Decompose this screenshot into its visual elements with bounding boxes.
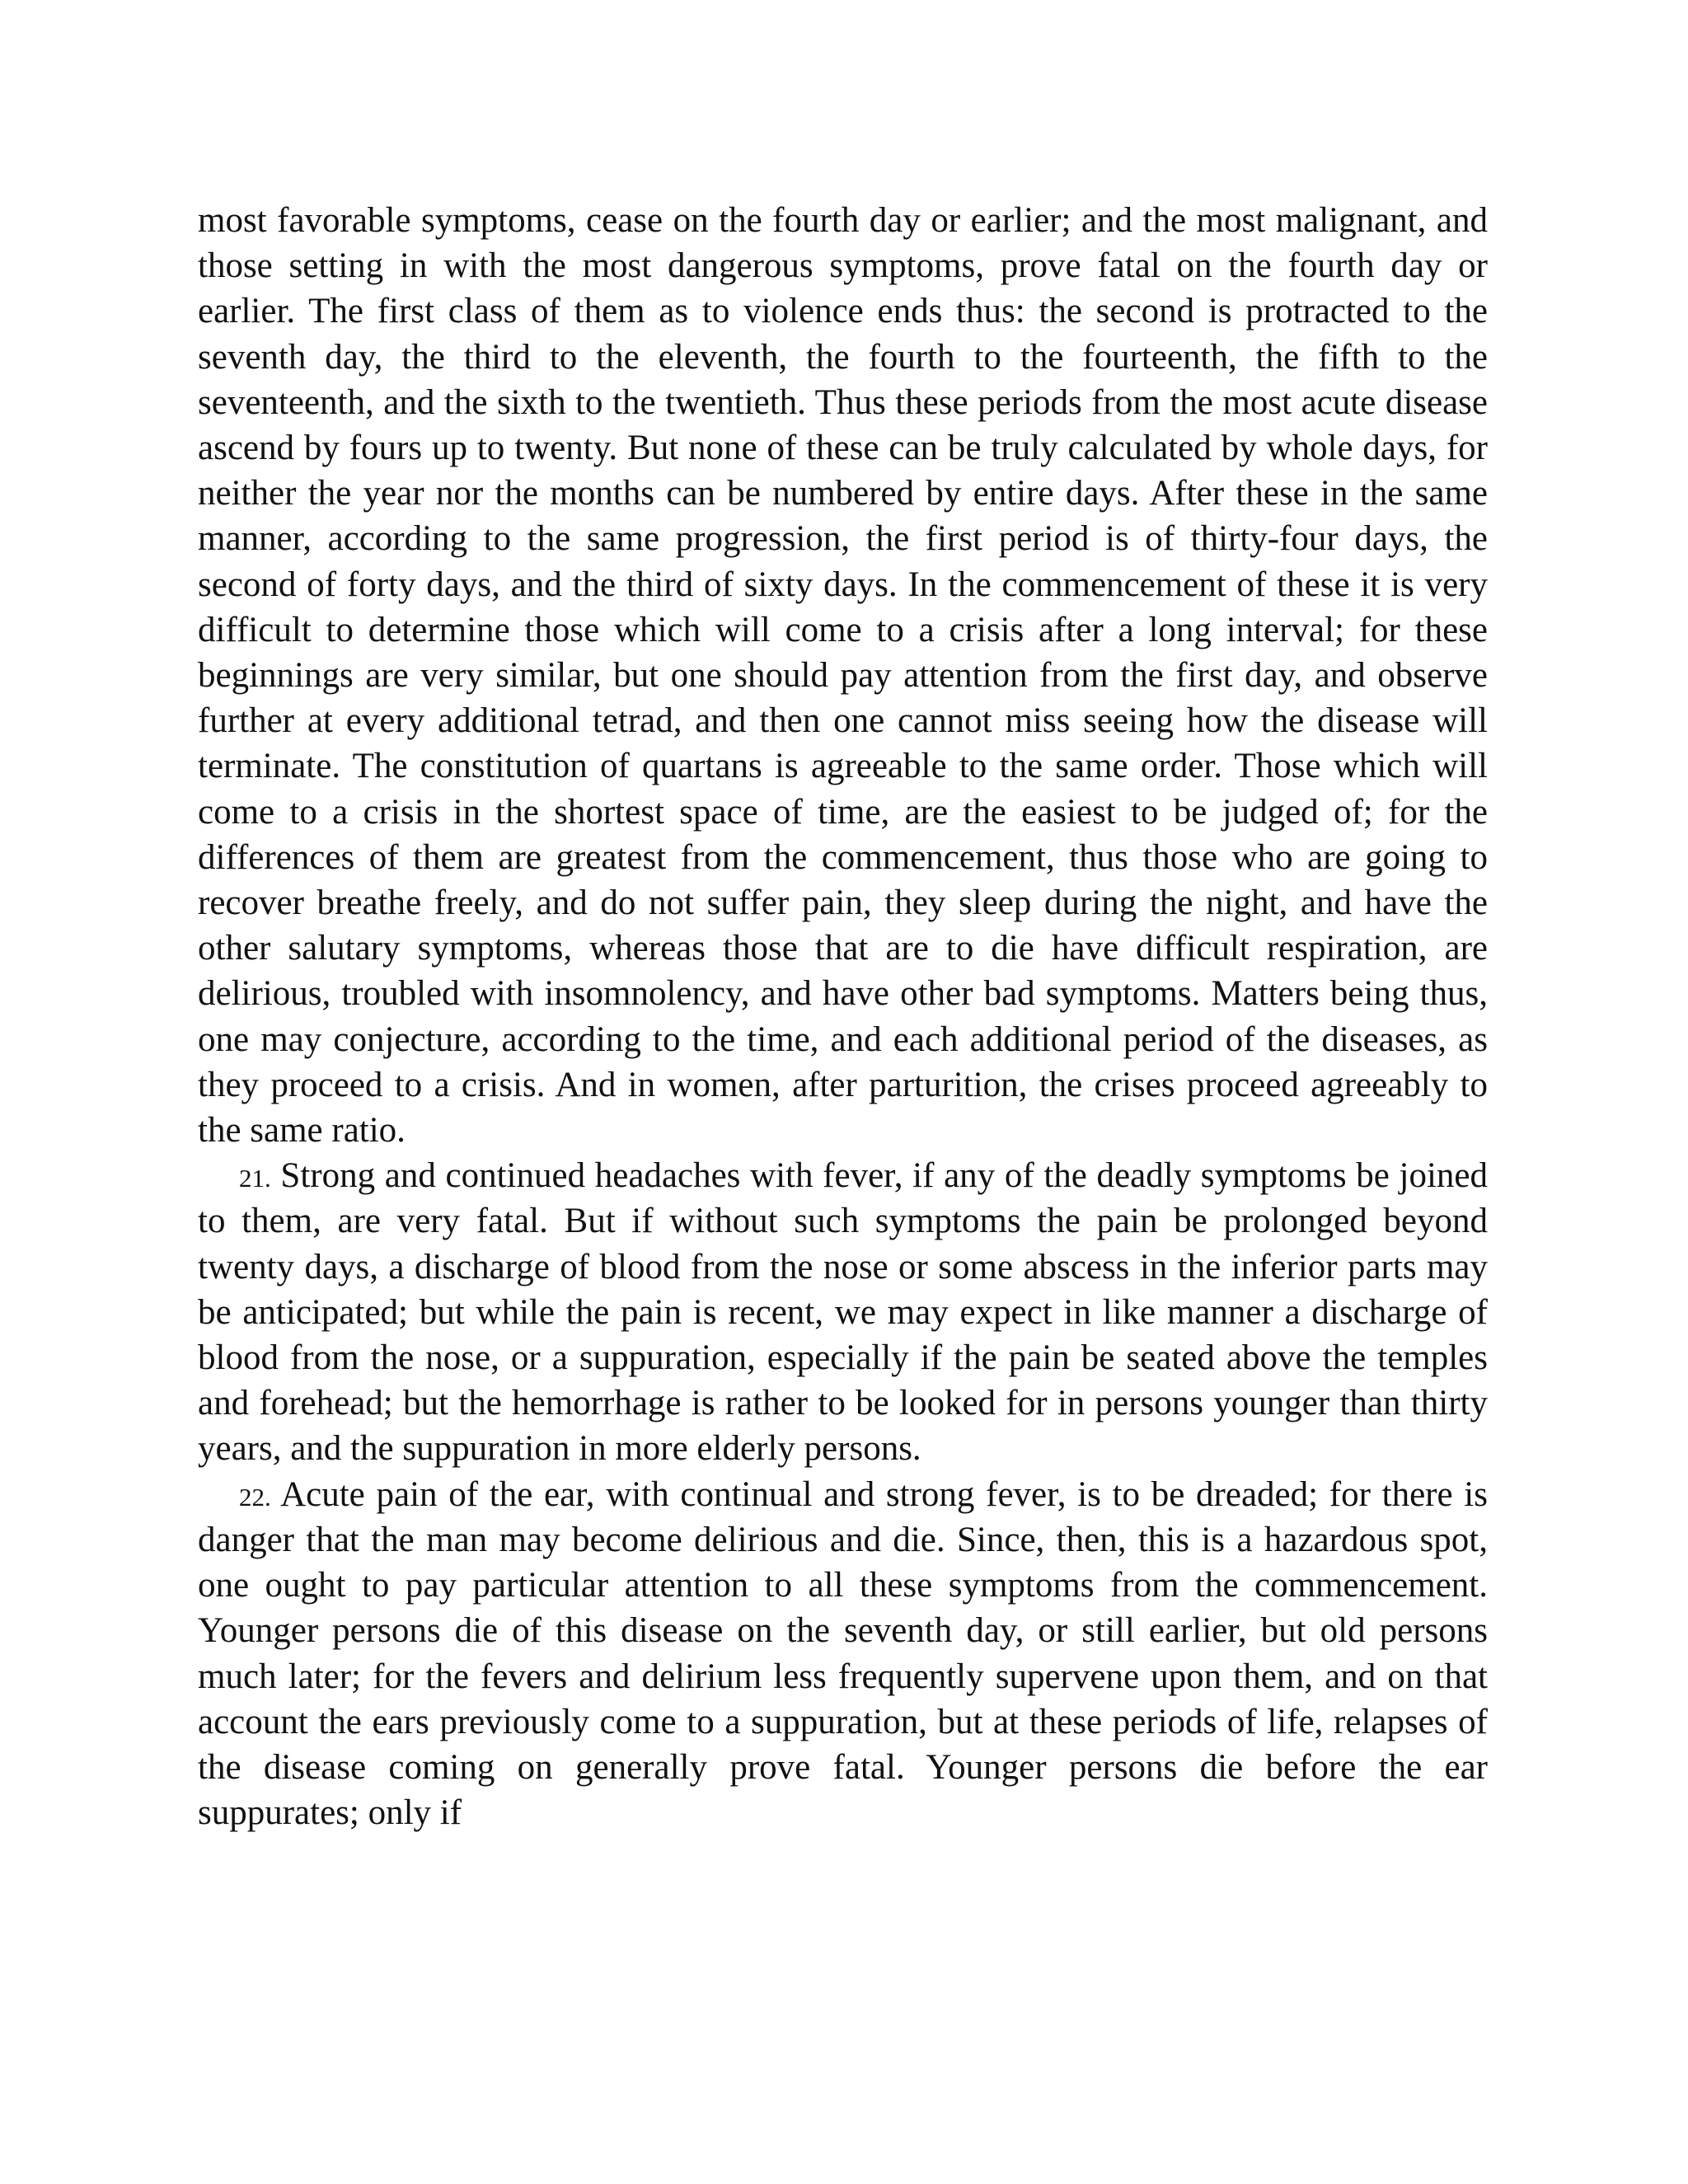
document-page — [198, 198, 1488, 1835]
paragraph-section-21 — [198, 1153, 1488, 1471]
section-number: 22. — [239, 1482, 271, 1511]
section-number: 21. — [239, 1164, 271, 1193]
paragraph-text: most favorable symptoms, cease on the fourth day or earlier; and the most malignant, and those setting in with the most dangerous symptoms, prove fatal on the fourth day or earlier. The first class of them as to violence ends thus: the second is protracted to the seventh day, the third to the eleventh, the fourth to the fourteenth, the fifth to the seventeenth, and the sixth to the twentieth. Thus these periods from the most acute disease ascend by fours up to twenty. But none of these can be truly calculated by whole days, for neither the year nor the months can be numbered by entire days. After these in the same manner, according to the same progression, the first period is of thirty-four days, the second of forty days, and the third of sixty days. In the commencement of these it is very difficult to determine those which will come to a crisis after a long interval; for these beginnings are very similar, but one should pay attention from the first day, and observe further at every additional tetrad, and then one cannot miss seeing how the disease will terminate. The constitution of quartans is agreeable to the same order. Those which will come to a crisis in the shortest space of time, are the easiest to be judged of; for the differences of them are greatest from the commencement, thus those who are going to recover breathe freely, and do not suffer pain, they sleep during the night, and have the other salutary symptoms, whereas those that are to die have difficult respiration, are delirious, troubled with insomnolency, and have other bad symptoms. Matters being thus, one may conjecture, according to the time, and each additional period of the diseases, as they proceed to a crisis. And in women, after parturition, the crises proceed agreeably to the same ratio. — [198, 201, 1488, 1151]
paragraph-section-22 — [198, 1472, 1488, 1836]
paragraph-continuation — [198, 198, 1488, 1153]
paragraph-text: Acute pain of the ear, with continual and strong fever, is to be dreaded; for there is danger that the man may become delirious and die. Since, then, this is a hazardous spot, one ought to pay particular attention to all these symptoms from the commencement. Younger persons die of this disease on the seventh day, or still earlier, but old persons much later; for the fevers and delirium less frequently supervene upon them, and on that account the ears previously come to a suppuration, but at these periods of life, relapses of the disease coming on generally prove fatal. Younger persons die before the ear suppurates; only if — [198, 1474, 1488, 1833]
paragraph-text: Strong and continued headaches with fever, if any of the deadly symptoms be joined to them, are very fatal. But if without such symptoms the pain be prolonged beyond twenty days, a discharge of blood from the nose or some abscess in the inferior parts may be anticipated; but while the pain is recent, we may expect in like manner a discharge of blood from the nose, or a suppuration, especially if the pain be seated above the temples and forehead; but the hemorrhage is rather to be looked for in persons younger than thirty years, and the suppuration in more elderly persons. — [198, 1156, 1488, 1469]
